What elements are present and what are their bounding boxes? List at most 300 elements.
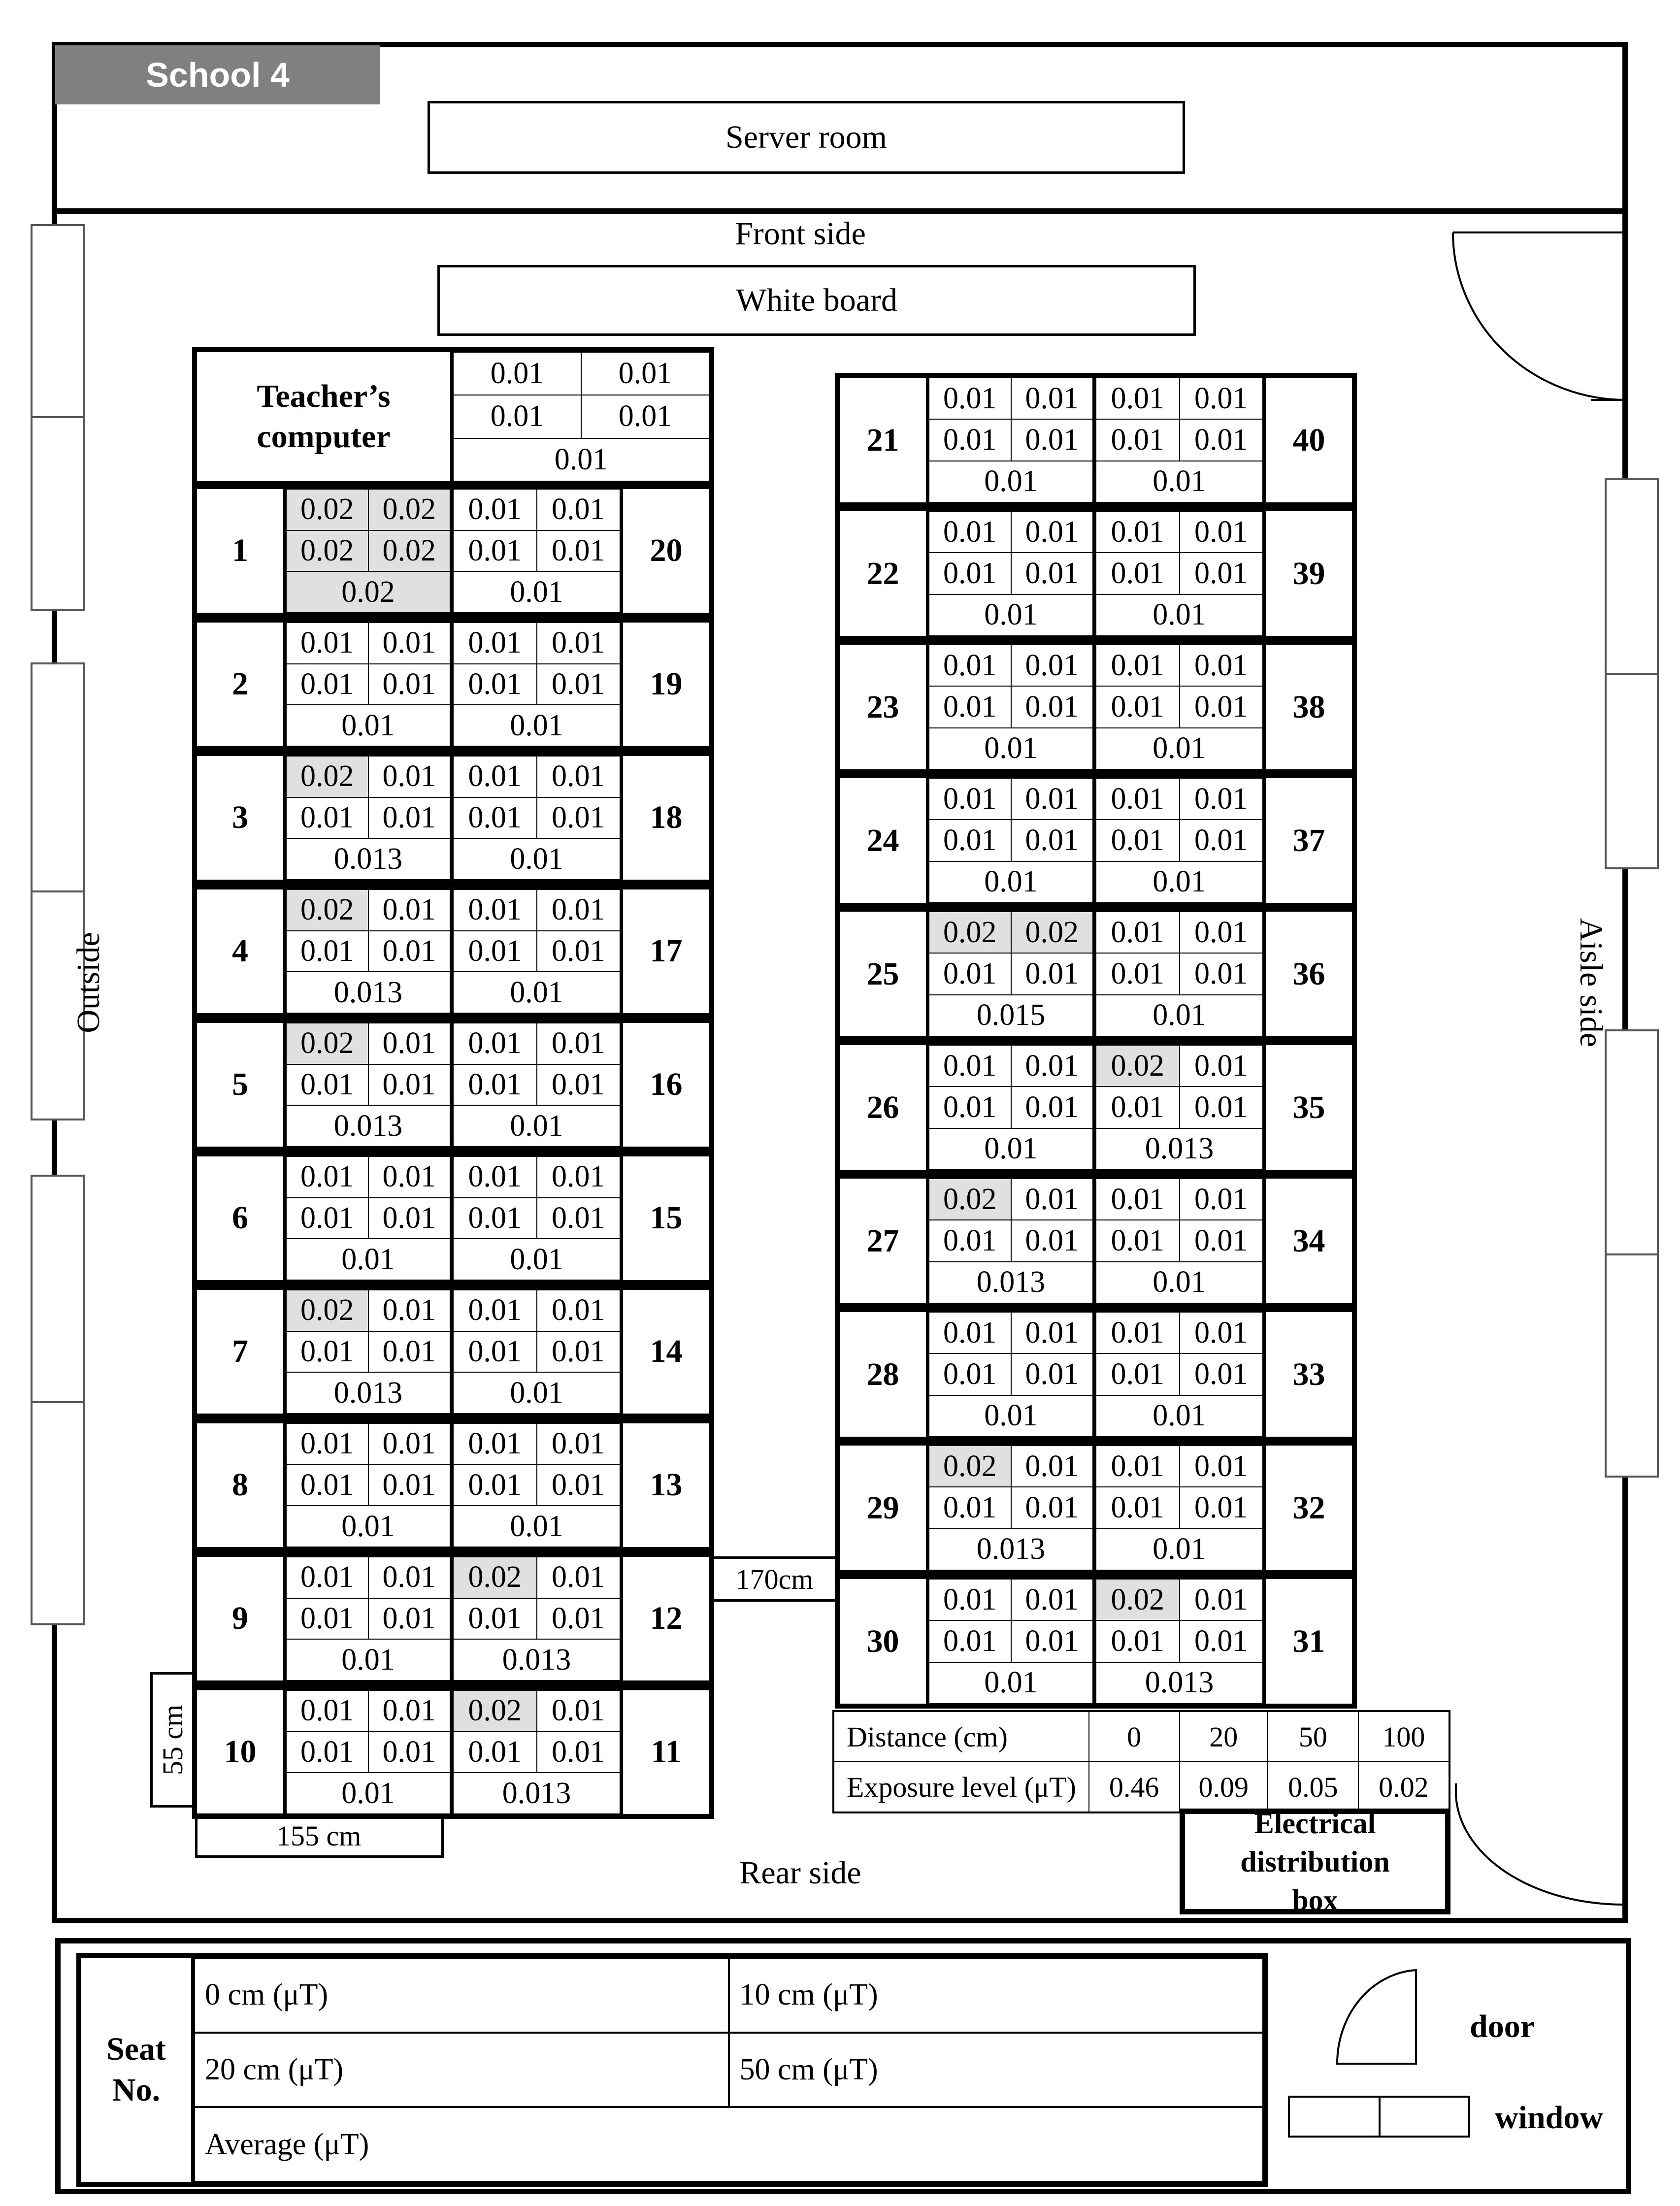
measurement-cell: 0.01 bbox=[453, 489, 537, 531]
average-cell: 0.013 bbox=[453, 1772, 621, 1814]
measurement-cell: 0.02 bbox=[368, 530, 451, 572]
seat-number: 28 bbox=[866, 1356, 899, 1392]
average-cell: 0.01 bbox=[1095, 1261, 1263, 1304]
measurement-cell: 0.01 bbox=[928, 644, 1012, 687]
measurement-cell: 0.01 bbox=[536, 1064, 621, 1106]
measurement-cell: 0.01 bbox=[1095, 644, 1180, 687]
desk-pair bbox=[192, 484, 714, 618]
measurement-cell: 0.01 bbox=[928, 686, 1012, 728]
measurement-cell: 0.01 bbox=[1179, 1312, 1264, 1354]
measurement-cell: 0.01 bbox=[928, 511, 1012, 553]
average-cell: 0.01 bbox=[453, 704, 621, 747]
key-0cm: 0 cm (μT) bbox=[194, 1957, 729, 2033]
average-cell: 0.01 bbox=[1095, 594, 1263, 636]
teacher-cell: 0.01 bbox=[581, 352, 710, 395]
exposure-value: 0.09 bbox=[1179, 1761, 1268, 1812]
measurement-cell: 0.01 bbox=[928, 1312, 1012, 1354]
desk-pair bbox=[192, 1685, 714, 1819]
desk-pair bbox=[835, 773, 1357, 908]
measurement-cell: 0.01 bbox=[1095, 1486, 1180, 1529]
seat-measurements bbox=[453, 1023, 623, 1147]
distance-value: 50 bbox=[1267, 1711, 1359, 1762]
seat-measurements bbox=[1096, 912, 1266, 1036]
measurement-cell: 0.01 bbox=[1095, 377, 1180, 420]
door-legend-label: door bbox=[1470, 2008, 1535, 2044]
measurement-cell: 0.01 bbox=[1179, 511, 1264, 553]
measurement-cell: 0.01 bbox=[536, 1464, 621, 1507]
seat-number: 12 bbox=[650, 1600, 683, 1637]
key-50cm: 50 cm (μT) bbox=[728, 2032, 1264, 2108]
seat-key-table bbox=[76, 1953, 1268, 2187]
measurement-cell: 0.01 bbox=[1179, 1579, 1264, 1621]
average-cell: 0.02 bbox=[286, 571, 451, 613]
electrical-box-label: Electrical distribution box bbox=[1240, 1807, 1390, 1916]
seat-measurements bbox=[283, 623, 453, 746]
seat-number: 14 bbox=[650, 1333, 683, 1370]
seat-number: 29 bbox=[866, 1489, 899, 1526]
seat-measurements bbox=[283, 1156, 453, 1280]
seat-number: 38 bbox=[1292, 689, 1325, 725]
distance-header: Distance (cm) bbox=[833, 1711, 1089, 1762]
seat-measurements bbox=[1096, 778, 1266, 903]
aisle-gap-label: 170cm bbox=[709, 1556, 840, 1602]
average-cell: 0.01 bbox=[1095, 861, 1263, 903]
seat-width-label: 155 cm bbox=[195, 1813, 444, 1858]
seat-measurements bbox=[283, 1423, 453, 1547]
average-cell: 0.01 bbox=[928, 861, 1093, 903]
seat-measurements bbox=[926, 1446, 1096, 1570]
seat-number: 40 bbox=[1292, 422, 1325, 458]
measurement-cell: 0.01 bbox=[1095, 953, 1180, 995]
window-left-3-divider bbox=[31, 1401, 85, 1403]
seat-measurements bbox=[1096, 1179, 1266, 1303]
measurement-cell: 0.01 bbox=[1179, 1486, 1264, 1529]
measurement-cell: 0.01 bbox=[536, 1556, 621, 1599]
measurement-cell: 0.01 bbox=[1011, 953, 1094, 995]
measurement-cell: 0.01 bbox=[1011, 377, 1094, 420]
measurement-cell: 0.01 bbox=[286, 1156, 369, 1198]
desk-pair bbox=[835, 506, 1357, 641]
desk-pair bbox=[835, 640, 1357, 774]
seat-number: 7 bbox=[232, 1333, 248, 1370]
measurement-cell: 0.02 bbox=[453, 1556, 537, 1599]
window-left-3 bbox=[31, 1175, 85, 1625]
measurement-cell: 0.01 bbox=[368, 1064, 451, 1106]
measurement-cell: 0.01 bbox=[1179, 1620, 1264, 1662]
measurement-cell: 0.01 bbox=[368, 889, 451, 931]
seat-number: 31 bbox=[1292, 1623, 1325, 1659]
measurement-cell: 0.01 bbox=[536, 1156, 621, 1198]
measurement-cell: 0.01 bbox=[1179, 644, 1264, 687]
measurement-cell: 0.01 bbox=[453, 1464, 537, 1507]
measurement-cell: 0.01 bbox=[536, 1423, 621, 1465]
average-cell: 0.013 bbox=[286, 1372, 451, 1414]
desk-pair bbox=[835, 1574, 1357, 1709]
average-cell: 0.01 bbox=[453, 571, 621, 613]
measurement-cell: 0.01 bbox=[453, 622, 537, 664]
average-cell: 0.013 bbox=[453, 1639, 621, 1681]
desk-pair bbox=[835, 1441, 1357, 1575]
average-cell: 0.013 bbox=[286, 1105, 451, 1147]
seat-number: 2 bbox=[232, 666, 248, 702]
measurement-cell: 0.01 bbox=[1179, 778, 1264, 820]
measurement-cell: 0.01 bbox=[1179, 953, 1264, 995]
desk-pair bbox=[192, 1152, 714, 1285]
seat-number: 34 bbox=[1292, 1222, 1325, 1259]
measurement-cell: 0.01 bbox=[286, 1464, 369, 1507]
average-cell: 0.01 bbox=[928, 1662, 1093, 1704]
measurement-cell: 0.01 bbox=[368, 1289, 451, 1332]
window-right-1-divider bbox=[1605, 673, 1659, 675]
average-cell: 0.01 bbox=[286, 1505, 451, 1547]
seat-depth-text: 55 cm bbox=[157, 1704, 189, 1776]
seat-measurements bbox=[1096, 511, 1266, 636]
seat-number: 32 bbox=[1292, 1489, 1325, 1526]
average-cell: 0.01 bbox=[1095, 461, 1263, 503]
measurement-cell: 0.01 bbox=[286, 1556, 369, 1599]
measurement-cell: 0.02 bbox=[286, 530, 369, 572]
exposure-value: 0.46 bbox=[1088, 1761, 1180, 1812]
exposure-table bbox=[832, 1710, 1450, 1813]
white-board: White board bbox=[437, 265, 1196, 336]
measurement-cell: 0.01 bbox=[286, 1197, 369, 1240]
server-room-box: Server room bbox=[428, 101, 1185, 174]
measurement-cell: 0.01 bbox=[536, 889, 621, 931]
average-cell: 0.01 bbox=[453, 1505, 621, 1547]
seat-measurements bbox=[926, 1579, 1096, 1704]
seat-measurements bbox=[453, 1423, 623, 1547]
measurement-cell: 0.01 bbox=[368, 1690, 451, 1732]
measurement-cell: 0.01 bbox=[1095, 419, 1180, 461]
measurement-cell: 0.01 bbox=[1011, 1579, 1094, 1621]
seat-measurements bbox=[453, 489, 623, 613]
seat-measurements bbox=[926, 378, 1096, 502]
measurement-cell: 0.01 bbox=[453, 1156, 537, 1198]
seat-measurements bbox=[926, 912, 1096, 1036]
average-cell: 0.01 bbox=[286, 1238, 451, 1281]
average-cell: 0.01 bbox=[286, 1639, 451, 1681]
average-cell: 0.01 bbox=[928, 1395, 1093, 1437]
measurement-cell: 0.01 bbox=[1179, 552, 1264, 594]
measurement-cell: 0.01 bbox=[453, 756, 537, 798]
seat-measurements bbox=[926, 1179, 1096, 1303]
seat-number: 35 bbox=[1292, 1089, 1325, 1125]
measurement-cell: 0.02 bbox=[1095, 1579, 1180, 1621]
measurement-cell: 0.01 bbox=[928, 1086, 1012, 1128]
desk-pair bbox=[835, 1307, 1357, 1442]
measurement-cell: 0.01 bbox=[453, 889, 537, 931]
measurement-cell: 0.01 bbox=[928, 552, 1012, 594]
average-cell: 0.01 bbox=[286, 1772, 451, 1814]
seat-number: 1 bbox=[232, 532, 248, 569]
measurement-cell: 0.01 bbox=[286, 622, 369, 664]
seat-number: 21 bbox=[866, 422, 899, 458]
desk-pair bbox=[192, 618, 714, 751]
seat-number: 39 bbox=[1292, 555, 1325, 592]
measurement-cell: 0.01 bbox=[536, 1331, 621, 1373]
measurement-cell: 0.01 bbox=[368, 797, 451, 839]
seat-number: 24 bbox=[866, 822, 899, 858]
window-legend-label: window bbox=[1494, 2100, 1604, 2136]
seat-measurements bbox=[453, 756, 623, 880]
measurement-cell: 0.01 bbox=[1095, 911, 1180, 954]
exposure-value: 0.05 bbox=[1267, 1761, 1359, 1812]
exposure-value: 0.02 bbox=[1358, 1761, 1449, 1812]
measurement-cell: 0.01 bbox=[1011, 1219, 1094, 1262]
seat-number: 22 bbox=[866, 555, 899, 592]
seat-number: 37 bbox=[1292, 822, 1325, 858]
average-cell: 0.01 bbox=[1095, 1395, 1263, 1437]
measurement-cell: 0.01 bbox=[1011, 419, 1094, 461]
seat-number: 9 bbox=[232, 1600, 248, 1637]
seat-number: 30 bbox=[866, 1623, 899, 1659]
measurement-cell: 0.01 bbox=[453, 1331, 537, 1373]
window-left-1-divider bbox=[31, 416, 85, 418]
measurement-cell: 0.01 bbox=[1011, 1045, 1094, 1087]
measurement-cell: 0.01 bbox=[453, 930, 537, 973]
average-cell: 0.01 bbox=[928, 461, 1093, 503]
average-cell: 0.013 bbox=[1095, 1128, 1263, 1170]
key-average: Average (μT) bbox=[194, 2107, 1264, 2182]
desk-pair bbox=[835, 1040, 1357, 1175]
seat-measurements bbox=[283, 889, 453, 1013]
key-10cm: 10 cm (μT) bbox=[728, 1957, 1264, 2033]
desk-pair bbox=[835, 907, 1357, 1041]
measurement-cell: 0.01 bbox=[453, 1197, 537, 1240]
electrical-distribution-box bbox=[1180, 1809, 1450, 1914]
average-cell: 0.01 bbox=[286, 704, 451, 747]
measurement-cell: 0.01 bbox=[536, 1022, 621, 1065]
measurement-cell: 0.01 bbox=[928, 1579, 1012, 1621]
seat-no-label: Seat No. bbox=[81, 1958, 194, 2182]
front-side-label: Front side bbox=[735, 216, 866, 252]
seat-depth-label bbox=[150, 1672, 196, 1808]
seat-number: 36 bbox=[1292, 955, 1325, 992]
measurement-cell: 0.01 bbox=[1011, 1620, 1094, 1662]
measurement-cell: 0.01 bbox=[1011, 1353, 1094, 1395]
measurement-cell: 0.01 bbox=[1011, 1486, 1094, 1529]
measurement-cell: 0.01 bbox=[1179, 1219, 1264, 1262]
measurement-cell: 0.01 bbox=[928, 819, 1012, 861]
average-cell: 0.013 bbox=[1095, 1662, 1263, 1704]
measurement-cell: 0.01 bbox=[928, 1620, 1012, 1662]
measurement-cell: 0.01 bbox=[286, 1064, 369, 1106]
measurement-cell: 0.01 bbox=[1179, 377, 1264, 420]
average-cell: 0.01 bbox=[1095, 1528, 1263, 1571]
seat-measurements bbox=[453, 889, 623, 1013]
measurement-cell: 0.01 bbox=[286, 930, 369, 973]
distance-value: 0 bbox=[1088, 1711, 1180, 1762]
seat-measurements bbox=[453, 623, 623, 746]
seat-number: 10 bbox=[224, 1734, 257, 1770]
measurement-cell: 0.02 bbox=[1095, 1045, 1180, 1087]
measurement-cell: 0.01 bbox=[1095, 686, 1180, 728]
desk-pair bbox=[192, 1285, 714, 1418]
seat-number: 18 bbox=[650, 799, 683, 836]
measurement-cell: 0.01 bbox=[928, 419, 1012, 461]
average-cell: 0.01 bbox=[1095, 727, 1263, 770]
measurement-cell: 0.01 bbox=[368, 1598, 451, 1640]
measurement-cell: 0.02 bbox=[286, 756, 369, 798]
teacher-average: 0.01 bbox=[453, 438, 710, 482]
measurement-cell: 0.01 bbox=[1179, 1045, 1264, 1087]
measurement-cell: 0.01 bbox=[286, 1331, 369, 1373]
measurement-cell: 0.01 bbox=[1095, 1219, 1180, 1262]
measurement-cell: 0.02 bbox=[286, 889, 369, 931]
measurement-cell: 0.01 bbox=[1011, 819, 1094, 861]
measurement-cell: 0.02 bbox=[928, 911, 1012, 954]
average-cell: 0.013 bbox=[928, 1528, 1093, 1571]
measurement-cell: 0.01 bbox=[536, 622, 621, 664]
measurement-cell: 0.01 bbox=[928, 778, 1012, 820]
measurement-cell: 0.01 bbox=[1179, 1086, 1264, 1128]
measurement-cell: 0.01 bbox=[453, 1022, 537, 1065]
seat-number: 20 bbox=[650, 532, 683, 569]
seat-number: 17 bbox=[650, 933, 683, 969]
measurement-cell: 0.01 bbox=[1011, 1086, 1094, 1128]
teacher-cell: 0.01 bbox=[453, 352, 582, 395]
seat-number: 8 bbox=[232, 1467, 248, 1503]
seat-measurements bbox=[453, 1557, 623, 1680]
measurement-cell: 0.01 bbox=[286, 797, 369, 839]
measurement-cell: 0.01 bbox=[1011, 778, 1094, 820]
measurement-cell: 0.01 bbox=[1011, 1178, 1094, 1220]
measurement-cell: 0.01 bbox=[1179, 819, 1264, 861]
measurement-cell: 0.01 bbox=[1095, 1445, 1180, 1487]
seat-measurements bbox=[926, 645, 1096, 769]
seat-measurements bbox=[926, 778, 1096, 903]
measurement-cell: 0.01 bbox=[928, 377, 1012, 420]
seat-number: 3 bbox=[232, 799, 248, 836]
seat-measurements bbox=[453, 1156, 623, 1280]
average-cell: 0.013 bbox=[928, 1261, 1093, 1304]
seat-number: 26 bbox=[866, 1089, 899, 1125]
measurement-cell: 0.02 bbox=[286, 489, 369, 531]
measurement-cell: 0.02 bbox=[368, 489, 451, 531]
seat-measurements bbox=[283, 1557, 453, 1680]
measurement-cell: 0.01 bbox=[453, 663, 537, 706]
seat-number: 27 bbox=[866, 1222, 899, 1259]
measurement-cell: 0.02 bbox=[286, 1289, 369, 1332]
measurement-cell: 0.01 bbox=[453, 1064, 537, 1106]
desk-pair bbox=[192, 885, 714, 1018]
seat-number: 15 bbox=[650, 1200, 683, 1236]
measurement-cell: 0.01 bbox=[1179, 686, 1264, 728]
measurement-cell: 0.01 bbox=[928, 1486, 1012, 1529]
rear-side-label: Rear side bbox=[739, 1854, 861, 1891]
measurement-cell: 0.01 bbox=[368, 930, 451, 973]
average-cell: 0.01 bbox=[928, 1128, 1093, 1170]
seat-number: 33 bbox=[1292, 1356, 1325, 1392]
measurement-cell: 0.01 bbox=[453, 1731, 537, 1774]
measurement-cell: 0.01 bbox=[1179, 1353, 1264, 1395]
measurement-cell: 0.01 bbox=[453, 1289, 537, 1332]
teacher-values bbox=[453, 352, 709, 481]
seat-measurements bbox=[283, 489, 453, 613]
desk-pair bbox=[192, 751, 714, 885]
measurement-cell: 0.01 bbox=[1179, 911, 1264, 954]
door-legend-icon bbox=[1330, 1968, 1428, 2071]
average-cell: 0.013 bbox=[286, 971, 451, 1014]
measurement-cell: 0.01 bbox=[928, 1045, 1012, 1087]
seat-number: 25 bbox=[866, 955, 899, 992]
window-legend-divider bbox=[1379, 2098, 1381, 2136]
measurement-cell: 0.01 bbox=[1095, 1353, 1180, 1395]
key-20cm: 20 cm (μT) bbox=[194, 2032, 729, 2108]
seat-number: 16 bbox=[650, 1066, 683, 1103]
measurement-cell: 0.01 bbox=[453, 530, 537, 572]
measurement-cell: 0.01 bbox=[1011, 511, 1094, 553]
measurement-cell: 0.02 bbox=[1011, 911, 1094, 954]
seat-measurements bbox=[283, 1023, 453, 1147]
measurement-cell: 0.01 bbox=[1095, 1312, 1180, 1354]
seat-measurements bbox=[453, 1290, 623, 1414]
measurement-cell: 0.02 bbox=[286, 1022, 369, 1065]
desk-pair bbox=[192, 1552, 714, 1685]
seat-number: 11 bbox=[651, 1734, 682, 1770]
measurement-cell: 0.01 bbox=[536, 530, 621, 572]
average-cell: 0.01 bbox=[453, 1105, 621, 1147]
measurement-cell: 0.01 bbox=[1011, 1312, 1094, 1354]
measurement-cell: 0.01 bbox=[1095, 511, 1180, 553]
average-cell: 0.01 bbox=[453, 1372, 621, 1414]
measurement-cell: 0.01 bbox=[453, 797, 537, 839]
distance-value: 20 bbox=[1179, 1711, 1268, 1762]
measurement-cell: 0.01 bbox=[368, 663, 451, 706]
measurement-cell: 0.01 bbox=[368, 756, 451, 798]
average-cell: 0.01 bbox=[453, 838, 621, 880]
measurement-cell: 0.01 bbox=[1179, 1178, 1264, 1220]
window-right-2-divider bbox=[1605, 1253, 1659, 1255]
measurement-cell: 0.01 bbox=[536, 489, 621, 531]
average-cell: 0.01 bbox=[453, 971, 621, 1014]
school-title: School 4 bbox=[55, 45, 380, 104]
measurement-cell: 0.01 bbox=[368, 1731, 451, 1774]
seat-number: 5 bbox=[232, 1066, 248, 1103]
teacher-cell: 0.01 bbox=[453, 395, 582, 438]
measurement-cell: 0.01 bbox=[536, 797, 621, 839]
measurement-cell: 0.01 bbox=[1095, 552, 1180, 594]
measurement-cell: 0.01 bbox=[536, 1197, 621, 1240]
seat-number: 4 bbox=[232, 933, 248, 969]
outside-label: Outside bbox=[70, 932, 106, 1033]
seat-measurements bbox=[283, 1690, 453, 1814]
measurement-cell: 0.01 bbox=[368, 1423, 451, 1465]
seat-number: 13 bbox=[650, 1467, 683, 1503]
measurement-cell: 0.01 bbox=[1011, 644, 1094, 687]
average-cell: 0.01 bbox=[453, 1238, 621, 1281]
seat-measurements bbox=[1096, 1045, 1266, 1170]
measurement-cell: 0.01 bbox=[286, 1731, 369, 1774]
seat-measurements bbox=[1096, 1312, 1266, 1437]
measurement-cell: 0.01 bbox=[536, 1690, 621, 1732]
teacher-computer-label: Teacher’s computer bbox=[197, 352, 453, 481]
measurement-cell: 0.01 bbox=[1095, 1620, 1180, 1662]
desk-pair bbox=[192, 1418, 714, 1552]
average-cell: 0.013 bbox=[286, 838, 451, 880]
measurement-cell: 0.02 bbox=[928, 1178, 1012, 1220]
measurement-cell: 0.01 bbox=[368, 1464, 451, 1507]
seat-measurements bbox=[926, 1312, 1096, 1437]
measurement-cell: 0.01 bbox=[1011, 686, 1094, 728]
measurement-cell: 0.01 bbox=[536, 1289, 621, 1332]
measurement-cell: 0.01 bbox=[453, 1423, 537, 1465]
window-legend-icon bbox=[1288, 2096, 1470, 2138]
measurement-cell: 0.01 bbox=[368, 1556, 451, 1599]
measurement-cell: 0.01 bbox=[368, 1156, 451, 1198]
seat-measurements bbox=[926, 511, 1096, 636]
average-cell: 0.01 bbox=[1095, 994, 1263, 1037]
